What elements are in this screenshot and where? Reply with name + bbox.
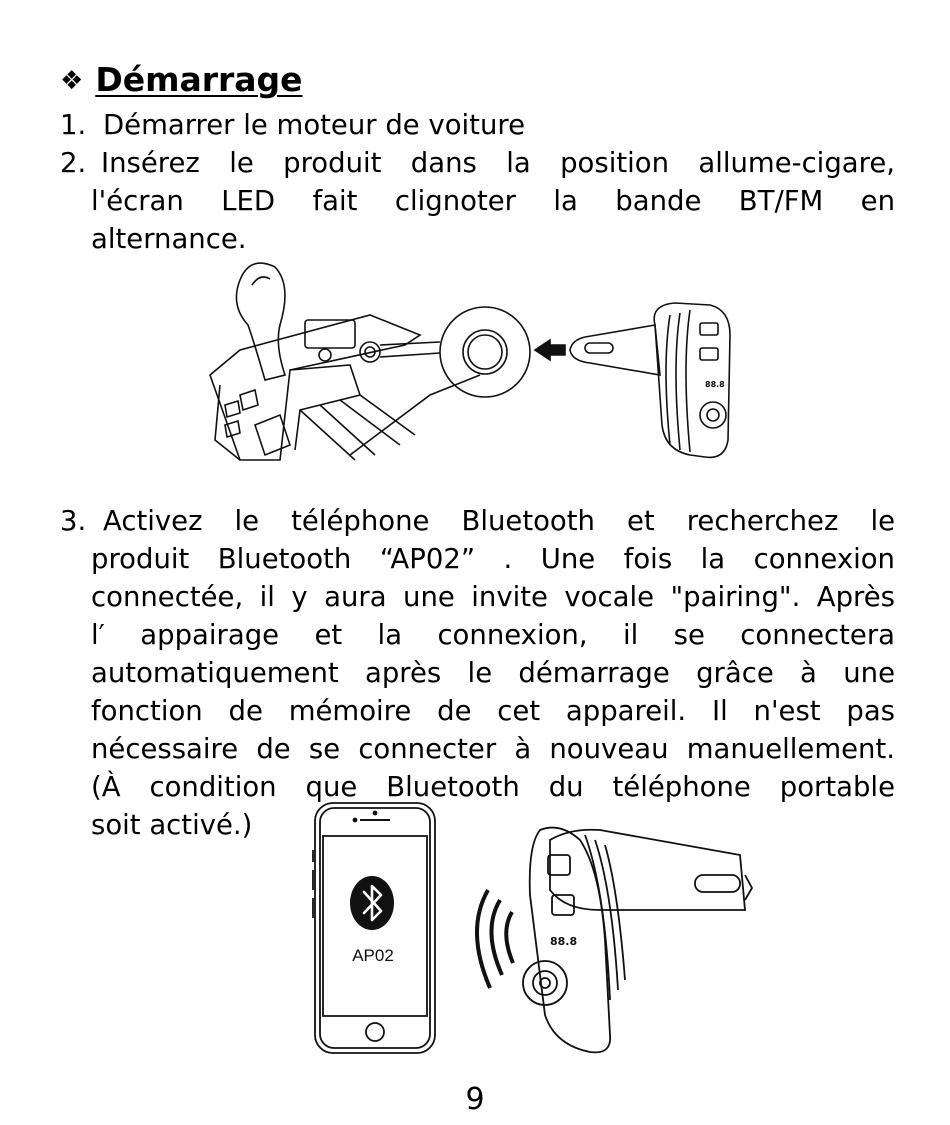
svg-text:88.8: 88.8 [550,935,578,948]
step-text-line: Insérez le produit dans la position allume-cigare, [101,147,895,179]
bullet-icon: ❖ [60,66,84,96]
step-3-number [60,502,86,540]
step-text-line: Activez le téléphone Bluetooth et recherchez le [103,505,895,537]
step-text-line: l'écran LED fait clignoter la bande BT/FM en [91,185,895,217]
step-text-line: alternance. [91,223,247,255]
step-text-line: soit activé.) [91,809,253,841]
step-text-line: connectée, il y aura une invite vocale "pairing". Après [91,581,895,613]
step-text-line: l′ appairage et la connexion, il se connectera [91,619,895,651]
section-heading [60,60,303,101]
step-number: 2. [60,147,87,179]
step-text-line: automatiquement après le démarrage grâce à une [91,657,895,689]
page-number: 9 [465,1082,485,1117]
section-title: Démarrage [95,60,303,99]
svg-text:88.8: 88.8 [705,380,725,389]
cigarette-lighter-illustration [200,245,750,490]
step-text-line: produit Bluetooth “AP02” . Une fois la connexion [91,543,895,575]
step-text-line: fonction de mémoire de cet appareil. Il n'est pas [91,695,895,727]
phone-screen-label: AP02 [352,946,394,965]
step-text-line: (À condition que Bluetooth du téléphone portable [91,771,895,803]
step-2-number [60,144,86,182]
step-text-line: nécessaire de se connecter à nouveau manuellement. [91,733,895,765]
bluetooth-pairing-illustration [300,800,760,1085]
step-text-line: Démarrer le moteur de voiture [103,109,526,141]
step-1 [60,106,525,144]
step-number: 3. [60,505,87,537]
bluetooth-icon [350,876,394,930]
step-number: 1. [60,109,87,141]
